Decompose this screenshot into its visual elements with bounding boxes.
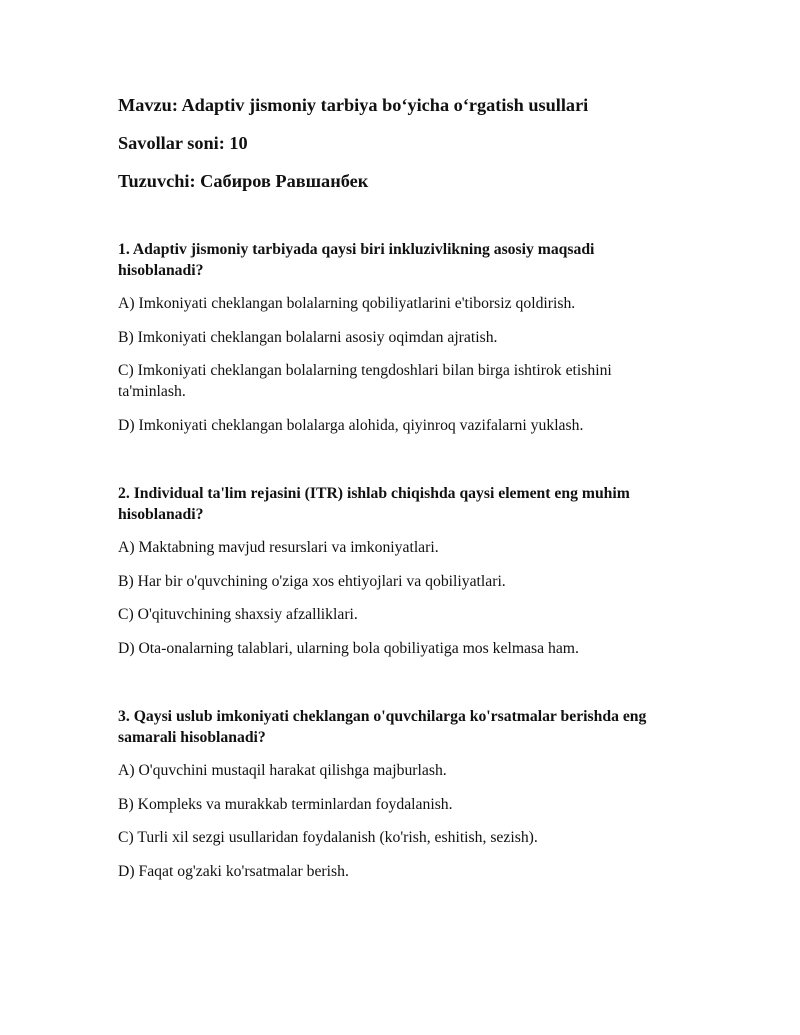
question-1-option-b: B) Imkoniyati cheklangan bolalarni asosiy oqimdan ajratish. [118,328,498,346]
question-1-option-c: C) Imkoniyati cheklangan bolalarning tengdoshlari bilan birga ishtirok etishini ta'minlash. [118,362,612,400]
question-2-option-c: C) O'qituvchining shaxsiy afzalliklari. [118,606,358,623]
question-1-text: 1. Adaptiv jismoniy tarbiyada qaysi biri inkluzivlikning asosiy maqsadi hisoblanadi? [118,240,595,279]
question-3-text: 3. Qaysi uslub imkoniyati cheklangan o'quvchilarga ko'rsatmalar berishda eng samarali hisoblanadi? [118,707,647,746]
author-heading: Tuzuvchi: Сабиров Равшанбек [118,171,369,191]
question-1 [118,239,678,436]
question-1-option-d: D) Imkoniyati cheklangan bolalarga alohida, qiyinroq vazifalarni yuklash. [118,416,584,434]
question-3-option-a: A) O'quvchini mustaqil harakat qilishga majburlash. [118,762,447,779]
question-3-option-c: C) Turli xil sezgi usullaridan foydalanish (ko'rish, eshitish, sezish). [118,829,538,846]
document-content [118,93,678,882]
question-count-heading: Savollar soni: 10 [118,133,248,153]
question-3 [118,706,678,882]
question-2-option-b: B) Har bir o'quvchining o'ziga xos ehtiyojlari va qobiliyatlari. [118,572,506,590]
question-2-option-d: D) Ota-onalarning talablari, ularning bola qobiliyatiga mos kelmasa ham. [118,639,579,657]
question-2-text: 2. Individual ta'lim rejasini (ITR) ishlab chiqishda qaysi element eng muhim hisoblanadi? [118,484,630,523]
question-2-option-a: A) Maktabning mavjud resurslari va imkoniyatlari. [118,539,439,556]
question-2 [118,483,678,659]
question-3-option-b: B) Kompleks va murakkab terminlardan foydalanish. [118,795,453,813]
question-1-option-a: A) Imkoniyati cheklangan bolalarning qobiliyatlarini e'tiborsiz qoldirish. [118,295,576,312]
topic-heading: Mavzu: Adaptiv jismoniy tarbiya bo‘yicha o‘rgatish usullari [118,95,589,115]
question-3-option-d: D) Faqat og'zaki ko'rsatmalar berish. [118,862,349,880]
